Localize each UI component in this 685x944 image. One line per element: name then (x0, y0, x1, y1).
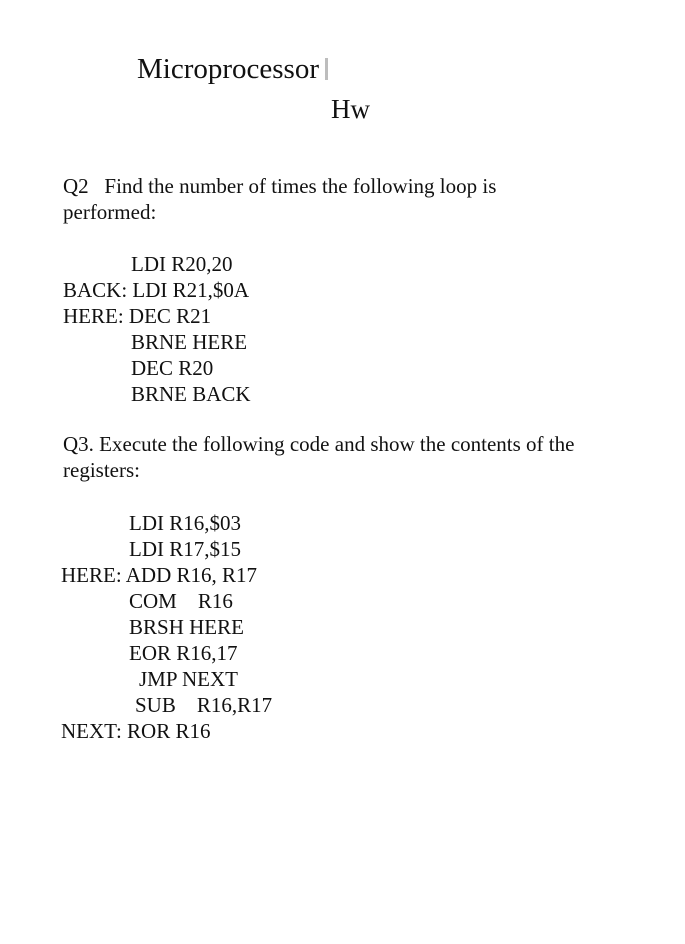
q3-code-line: JMP NEXT (139, 667, 238, 691)
q2-prompt (63, 173, 643, 225)
q2-code-line: BACK: LDI R21,$0A (63, 278, 250, 302)
q2-code-line: DEC R20 (131, 356, 214, 380)
q3-code-line: BRSH HERE (129, 615, 244, 639)
q3-code-line: COM R16 (129, 589, 233, 613)
q3-code-line: LDI R17,$15 (129, 537, 241, 561)
q3-code-line: HERE: ADD R16, R17 (61, 563, 258, 587)
q3-prompt (63, 431, 643, 483)
q2-prompt-line-2: performed: (63, 200, 157, 224)
q3-prompt-line-2: registers: (63, 458, 140, 482)
q2-code-line: BRNE BACK (131, 382, 251, 406)
cropped-glyph (325, 58, 328, 80)
q2-prompt-line-1: Q2 Find the number of times the following loop is (63, 174, 497, 198)
q3-prompt-line-1: Q3. Execute the following code and show the contents of the (63, 432, 575, 456)
q2-code-line: BRNE HERE (131, 330, 248, 354)
q3-code-line: NEXT: ROR R16 (61, 719, 211, 743)
q2-code-line: LDI R20,20 (131, 252, 233, 276)
q3-code-line: LDI R16,$03 (129, 511, 241, 535)
q3-code-line: EOR R16,17 (129, 641, 238, 665)
page-title-text: Microprocessor (137, 53, 320, 85)
q3-code-line: SUB R16,R17 (135, 693, 273, 717)
q2-code-line: HERE: DEC R21 (63, 304, 212, 328)
page-subtitle: Hw (331, 94, 370, 124)
page-title (137, 52, 328, 86)
